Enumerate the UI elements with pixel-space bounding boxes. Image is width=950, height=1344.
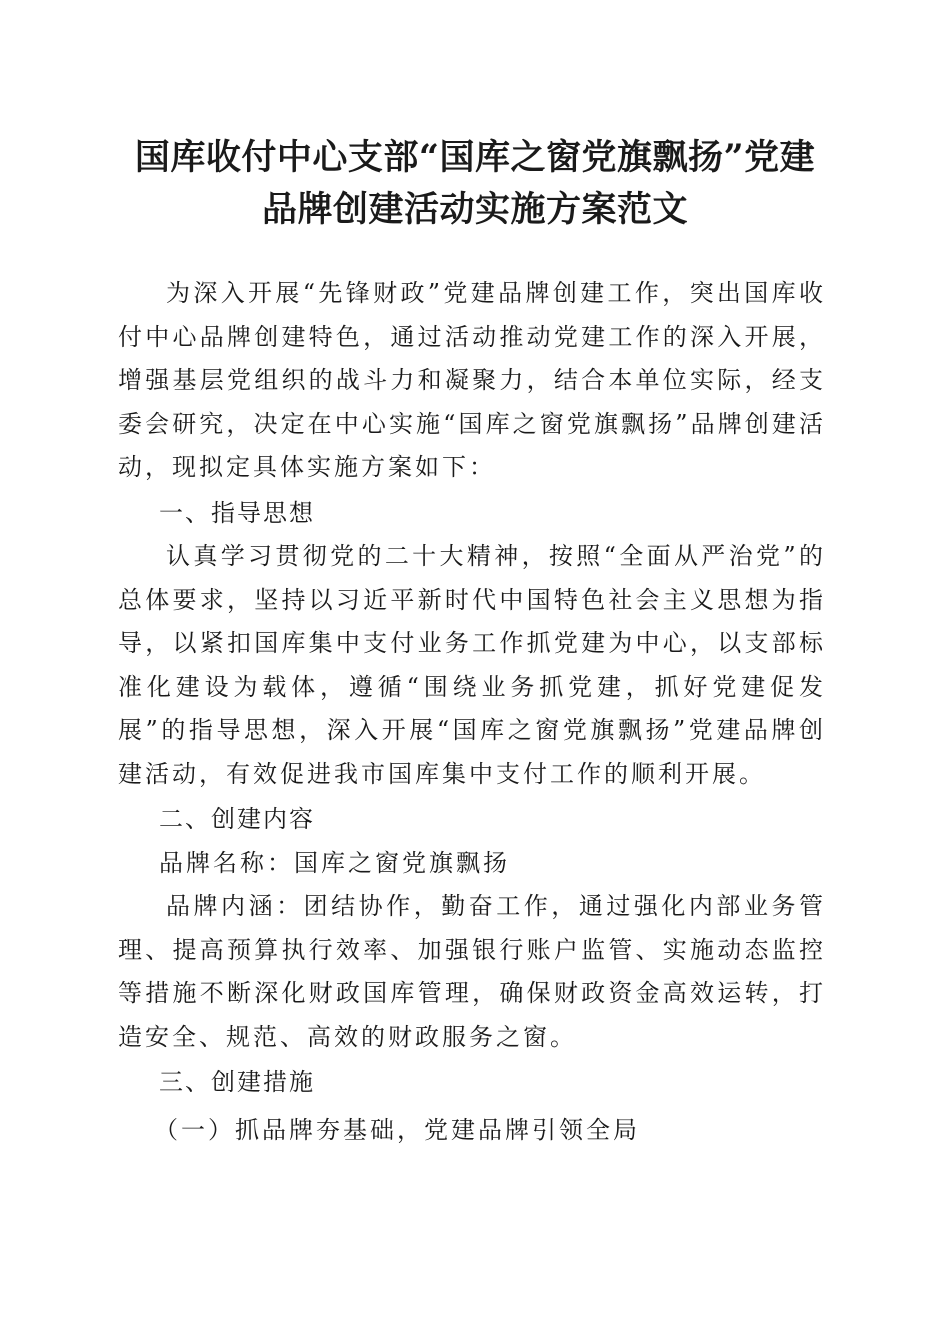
section-3-heading: 三、创建措施	[159, 1068, 315, 1096]
section-3-subheading-1: （一）抓品牌夯基础，党建品牌引领全局	[154, 1115, 640, 1144]
document-title	[100, 132, 850, 236]
brand-connotation-paragraph: 品牌内涵：团结协作，勤奋工作，通过强化内部业务管理、提高预算执行效率、加强银行账户监管、实施动态监控等措施不断深化财政国库管理，确保财政资金高效运转，打造安全、规范、高效的财政服务之窗。	[118, 892, 826, 1051]
brand-name-line: 品牌名称：国库之窗党旗飘扬	[159, 848, 510, 877]
title-line-1: 国库收付中心支部“国库之窗党旗飘扬”党建	[134, 137, 816, 178]
title-line-2: 品牌创建活动实施方案范文	[261, 189, 688, 230]
section-1-heading: 一、指导思想	[159, 498, 315, 527]
intro-paragraph: 为深入开展“先锋财政”党建品牌创建工作，突出国库收付中心品牌创建特色，通过活动推动党建工作的深入开展，增强基层党组织的战斗力和凝聚力，结合本单位实际，经支委会研究，决定在中心实施“国库之窗党旗飘扬”品牌创建活动，现拟定具体实施方案如下：	[118, 279, 826, 481]
section-1-paragraph: 认真学习贯彻党的二十大精神，按照“全面从严治党”的总体要求，坚持以习近平新时代中国特色社会主义思想为指导，以紧扣国库集中支付业务工作抓党建为中心，以支部标准化建设为载体，遵循“围绕业务抓党建，抓好党建促发展”的指导思想，深入开展“国库之窗党旗飘扬”党建品牌创建活动，有效促进我市国库集中支付工作的顺利开展。	[118, 542, 826, 788]
section-2-heading: 二、创建内容	[159, 805, 315, 833]
document-body	[118, 272, 826, 1152]
